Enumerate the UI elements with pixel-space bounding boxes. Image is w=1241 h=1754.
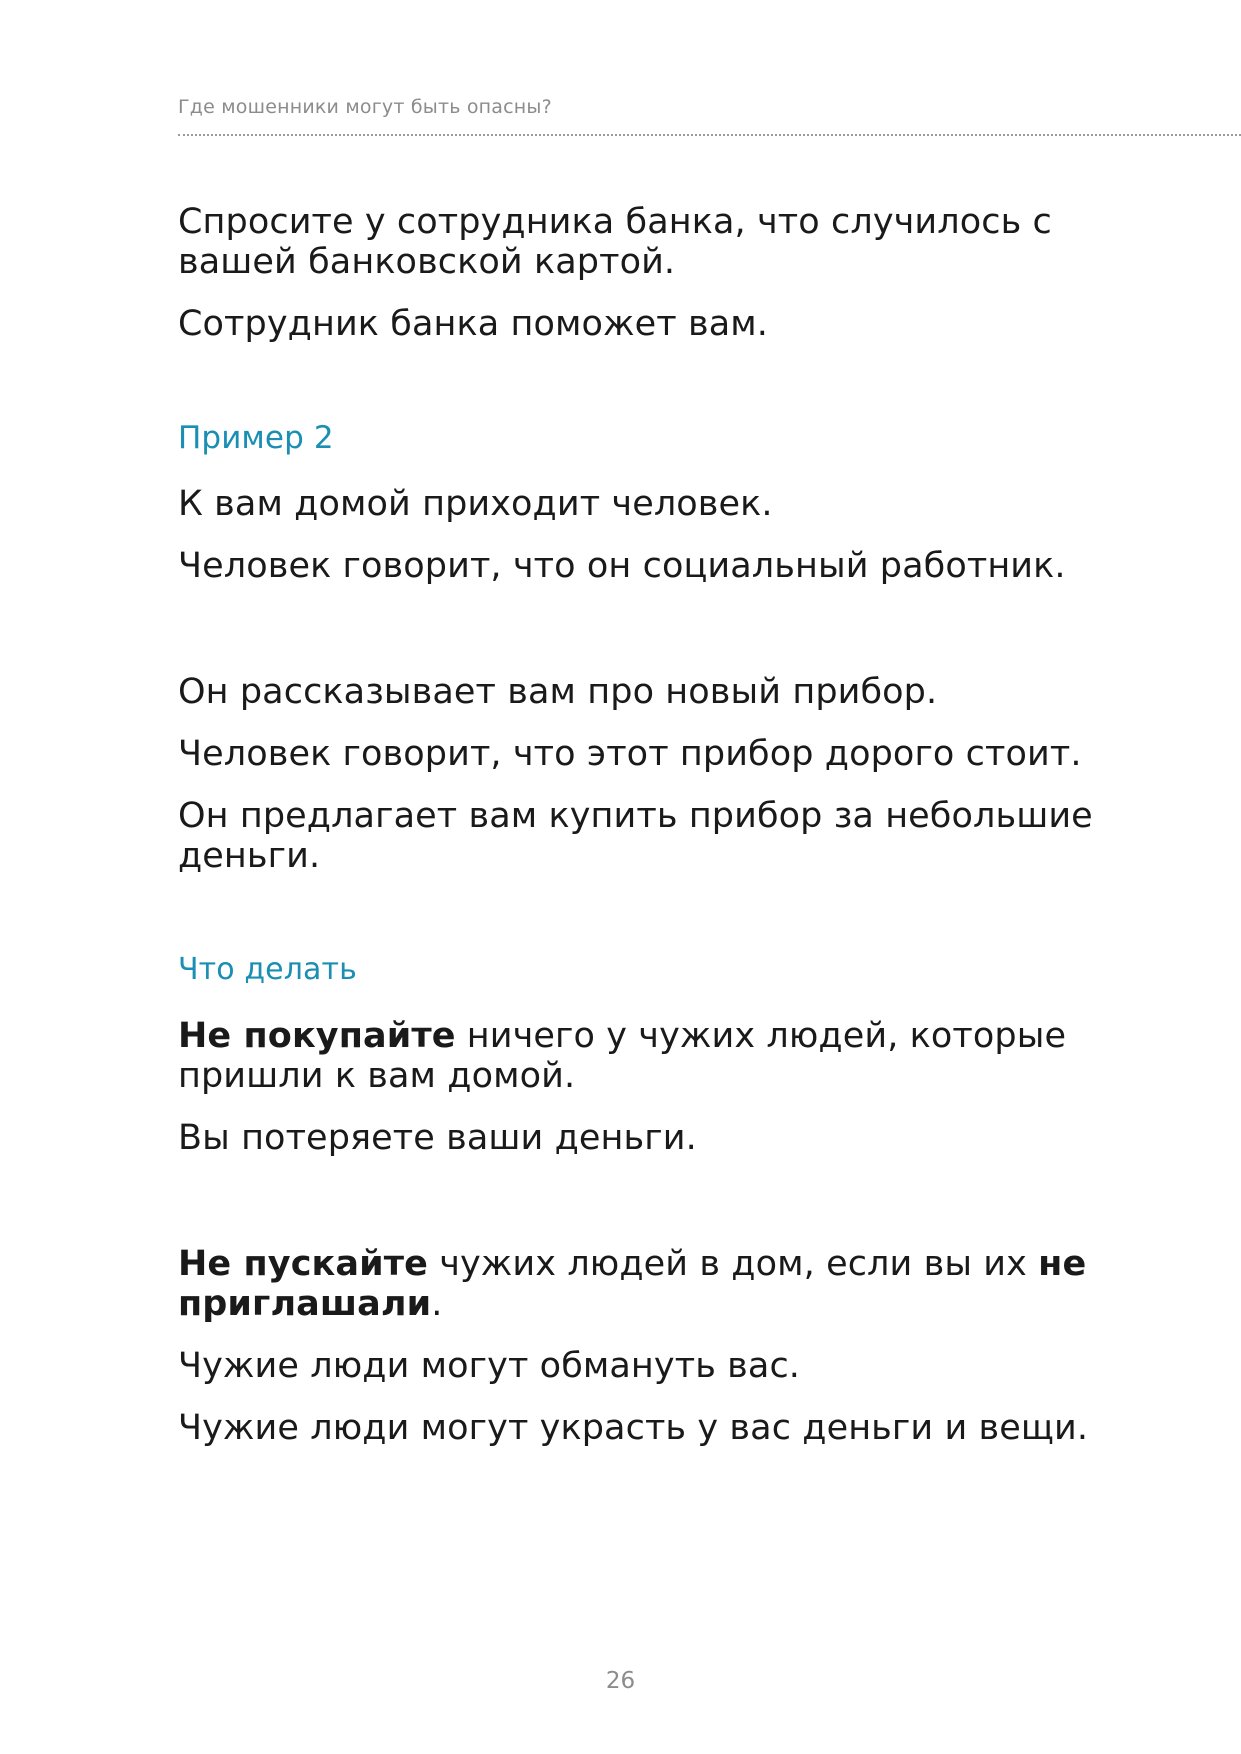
paragraph-device-expensive: Человек говорит, что этот прибор дорого стоит. <box>178 734 1082 774</box>
paragraph-ask-bank <box>178 202 1138 282</box>
text: . <box>431 1284 443 1324</box>
example-2-heading: Пример 2 <box>178 420 334 456</box>
bold-phrase: Не пускайте <box>178 1244 428 1284</box>
text: чужих людей в дом, если вы их <box>427 1244 1039 1284</box>
page-number: 26 <box>605 1668 636 1694</box>
paragraph-person-comes: К вам домой приходит человек. <box>178 484 773 524</box>
paragraph-can-steal: Чужие люди могут украсть у вас деньги и вещи. <box>178 1408 1089 1448</box>
paragraph-offer-buy: Он предлагает вам купить прибор за небольшие деньги. <box>178 796 1093 876</box>
paragraph-social-worker: Человек говорит, что он социальный работник. <box>178 546 1066 586</box>
paragraph-new-device: Он рассказывает вам про новый прибор. <box>178 672 938 712</box>
advice-dont-let-in <box>178 1244 1138 1324</box>
text: Спросите у сотрудника банка, что случилось с вашей банковской картой. <box>178 202 1052 282</box>
text: Сотрудник банка поможет вам. <box>178 304 768 344</box>
page-content <box>178 202 1138 1448</box>
paragraph-bank-helps <box>178 304 1138 344</box>
what-to-do-heading: Что делать <box>178 952 357 987</box>
advice-dont-buy <box>178 1016 1138 1096</box>
running-header: Где мошенники могут быть опасны? <box>178 96 552 118</box>
bold-phrase: Не покупайте <box>178 1016 456 1056</box>
bold-phrase: не приглашали <box>178 1244 1087 1324</box>
paragraph-can-deceive: Чужие люди могут обмануть вас. <box>178 1346 801 1386</box>
paragraph-lose-money: Вы потеряете ваши деньги. <box>178 1118 697 1158</box>
header-divider <box>178 134 1241 136</box>
text: ничего у чужих людей, которые пришли к вам домой. <box>178 1016 1067 1096</box>
